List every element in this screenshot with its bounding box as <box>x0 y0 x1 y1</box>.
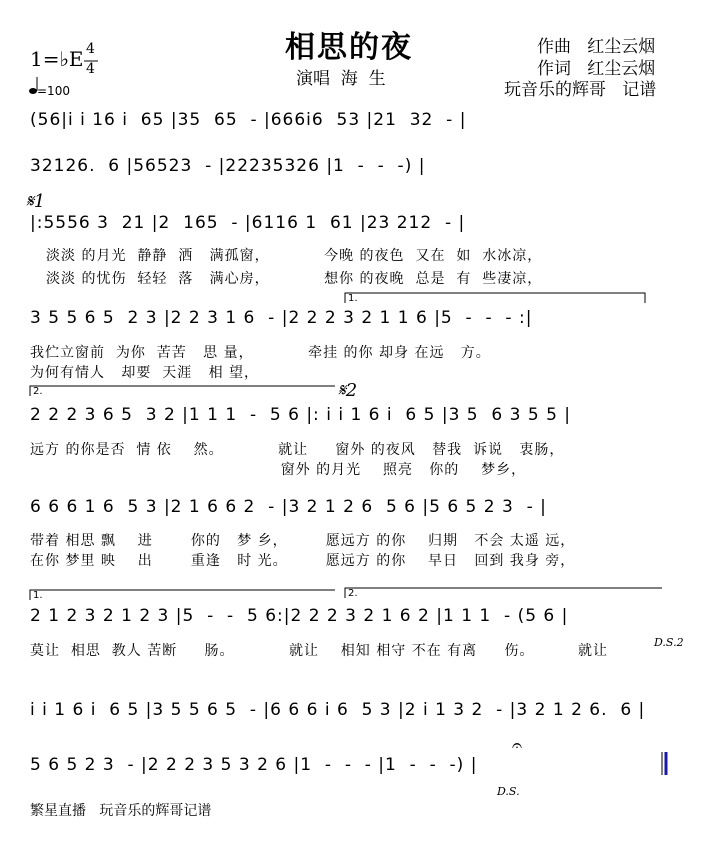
composer-credit: 作曲 红尘云烟 <box>537 37 656 57</box>
ds-mark: D.S. <box>497 785 520 798</box>
volta-2b-label: 2. <box>348 588 358 599</box>
volta-1b-label: 1. <box>33 590 43 601</box>
footer-credit: 繁星直播 玩音乐的辉哥记谱 <box>30 803 212 819</box>
song-title: 相思的夜 <box>285 30 413 65</box>
lyrics-line-6-verse-2: 在你 梦里 映 出 重逢 时 光。 愿远方 的你 早日 回到 我身 旁， <box>30 553 576 569</box>
notation-line-9: 5 6 5 2 3 - |2 2 2 3 5 3 2 6 |1 - - - |1 - - -) | <box>30 755 478 775</box>
notation-line-2: 32126. 6 |56523 - |22235326 |1 - - -) | <box>30 156 426 176</box>
lyrics-line-5-verse-1: 远方 的你是否 情 依 然。 就让 窗外 的夜风 替我 诉说 衷肠， <box>30 442 565 458</box>
fermata-mark: 𝄐 <box>512 735 523 756</box>
notation-line-7: 2 1 2 3 2 1 2 3 |5 - - 5 6:|2 2 2 3 2 1 6 2 |1 1 1 - (5 6 | <box>30 606 569 626</box>
notation-line-4: 3 5 5 6 5 2 3 |2 2 3 1 6 - |2 2 2 3 2 1 1 6 |5 - - - :| <box>30 308 533 328</box>
lyricist-credit: 作词 红尘云烟 <box>537 59 656 79</box>
volta-2-label: 2. <box>33 386 43 397</box>
lyrics-line-4-verse-2: 为何有情人 却要 天涯 相 望， <box>30 365 260 381</box>
time-signature-top: 4 <box>86 41 95 57</box>
notation-line-1: (56|i i 16 i 65 |35 65 - |666i6 53 |21 32 - | <box>30 110 467 130</box>
notation-line-5: 2 2 2 3 6 5 3 2 |1 1 1 - 5 6 |: i i 1 6 i 6 5 |3 5 6 3 5 5 | <box>30 405 572 425</box>
volta-1-label: 1. <box>348 293 358 304</box>
lyrics-line-4-verse-1: 我伫立窗前 为你 苦苦 思 量， 牵挂 的你 却身 在远 方。 <box>30 345 491 361</box>
lyrics-line-5-verse-2: 窗外 的月光 照亮 你的 梦乡， <box>30 462 527 478</box>
time-signature-bottom: 4 <box>86 61 95 77</box>
tempo-marking: =100 <box>37 84 70 98</box>
notation-line-8: i i 1 6 i 6 5 |3 5 5 6 5 - |6 6 6 i 6 5 3 |2 i 1 3 2 - |3 2 1 2 6. 6 | <box>30 700 646 720</box>
segno-mark-2: 𝄋2 <box>338 380 358 401</box>
lyrics-line-6-verse-1: 带着 相思 飘 进 你的 梦 乡， 愿远方 的你 归期 不会 太遥 远， <box>30 533 576 549</box>
ds2-mark: D.S.2 <box>654 636 684 649</box>
notation-line-3: |:5556 3 21 |2 165 - |6116 1 61 |23 212 - | <box>30 213 466 233</box>
segno-mark-1: 𝄋1 <box>26 191 46 212</box>
singer-credit: 演唱 海 生 <box>296 69 386 89</box>
notation-line-6: 6 6 6 1 6 5 3 |2 1 6 6 2 - |3 2 1 2 6 5 6 |5 6 5 2 3 - | <box>30 497 547 517</box>
lyrics-line-7: 莫让 相思 教人 苦断 肠。 就让 相知 相守 不在 有离 伤。 就让 <box>30 643 609 659</box>
lyrics-line-3-verse-1: 淡淡 的月光 静静 洒 满孤窗， 今晚 的夜色 又在 如 水冰凉， <box>46 248 543 264</box>
transcriber-credit: 玩音乐的辉哥 记谱 <box>504 80 657 100</box>
key-signature: 1=♭E <box>30 47 84 71</box>
lyrics-line-3-verse-2: 淡淡 的忧伤 轻轻 落 满心房， 想你 的夜晚 总是 有 些凄凉， <box>46 271 543 287</box>
